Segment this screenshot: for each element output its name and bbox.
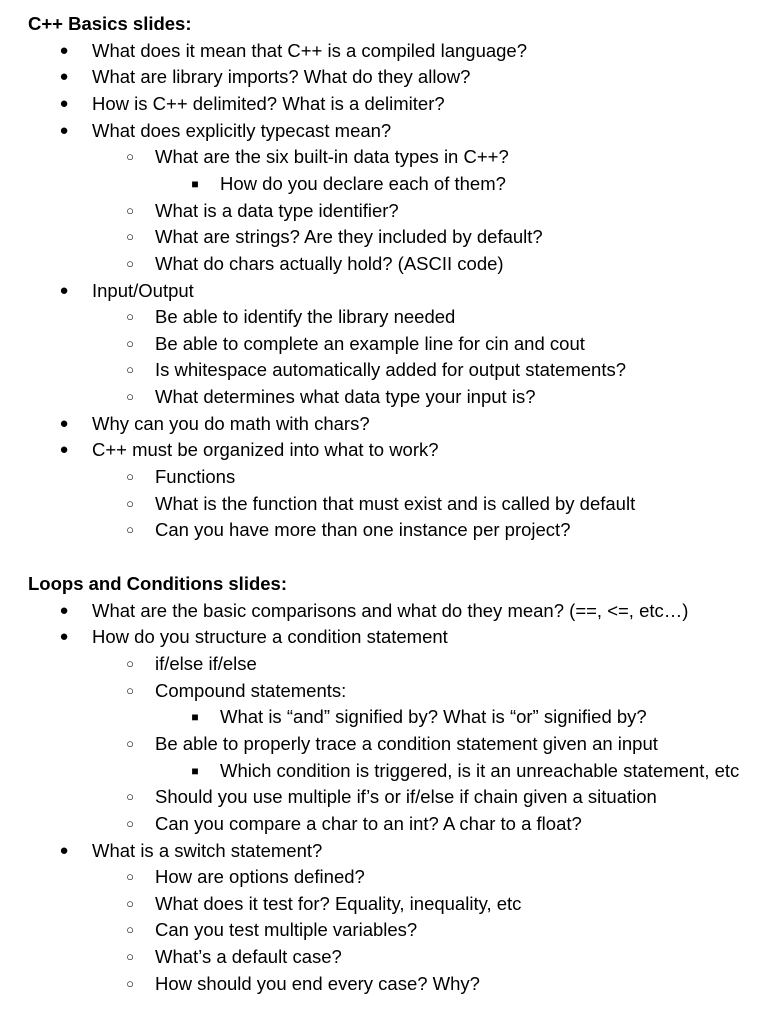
list-item-text: Can you compare a char to an int? A char to a float? xyxy=(155,812,582,834)
bullet-level2-icon: ○ xyxy=(126,202,134,218)
list-item-text: Be able to identify the library needed xyxy=(155,306,456,328)
list-item-text: What is “and” signified by? What is “or” signified by? xyxy=(220,706,647,728)
list-item-text: How do you declare each of them? xyxy=(220,172,506,194)
list-item-text: What is a data type identifier? xyxy=(155,199,399,221)
bullet-level3-icon: ■ xyxy=(191,763,199,778)
bullet-level2-icon: ○ xyxy=(126,389,134,405)
list-item-text: Functions xyxy=(155,466,236,488)
bullet-level2-icon: ○ xyxy=(126,495,134,511)
list-item-text: What determines what data type your input is? xyxy=(155,386,536,408)
list-item-text: Compound statements: xyxy=(155,679,347,701)
bullet-level2-icon: ○ xyxy=(126,815,134,831)
list-item-text: Be able to properly trace a condition statement given an input xyxy=(155,732,658,754)
bullet-level2-icon: ○ xyxy=(126,735,134,751)
bullet-level2-icon: ○ xyxy=(126,335,134,351)
bullet-level2-icon: ○ xyxy=(126,975,134,991)
list-item-text: How do you structure a condition statement xyxy=(92,626,448,648)
bullet-level2-icon: ○ xyxy=(126,869,134,885)
bullet-level2-icon: ○ xyxy=(126,682,134,698)
list-item-text: if/else if/else xyxy=(155,652,257,674)
list-item-text: What are the six built-in data types in C++? xyxy=(155,146,509,168)
list-item-text: Is whitespace automatically added for output statements? xyxy=(155,359,626,381)
section-heading: C++ Basics slides: xyxy=(28,13,192,34)
list-item-text: What do chars actually hold? (ASCII code) xyxy=(155,252,504,274)
list-item-text: C++ must be organized into what to work? xyxy=(92,439,439,461)
bullet-level2-icon: ○ xyxy=(126,922,134,938)
bullet-level3-icon: ■ xyxy=(191,176,199,191)
bullet-level1-icon: ● xyxy=(59,94,69,112)
list-item-text: Input/Output xyxy=(92,279,194,301)
section-heading: Loops and Conditions slides: xyxy=(28,573,287,594)
bullet-level2-icon: ○ xyxy=(126,789,134,805)
bullet-level1-icon: ● xyxy=(59,121,69,139)
list-item-text: How is C++ delimited? What is a delimiter? xyxy=(92,92,445,114)
list-item-text: Can you have more than one instance per project? xyxy=(155,519,571,541)
list-item-text: Should you use multiple if’s or if/else if chain given a situation xyxy=(155,786,657,808)
bullet-level1-icon: ● xyxy=(59,68,69,86)
bullet-level1-icon: ● xyxy=(59,414,69,432)
bullet-level1-icon: ● xyxy=(59,41,69,59)
bullet-level1-icon: ● xyxy=(59,441,69,459)
list-item-text: How should you end every case? Why? xyxy=(155,972,480,994)
list-item-text: What’s a default case? xyxy=(155,946,342,968)
bullet-level1-icon: ● xyxy=(59,281,69,299)
bullet-level1-icon: ● xyxy=(59,628,69,646)
bullet-level2-icon: ○ xyxy=(126,949,134,965)
bullet-level2-icon: ○ xyxy=(126,255,134,271)
bullet-level2-icon: ○ xyxy=(126,469,134,485)
list-item-text: Why can you do math with chars? xyxy=(92,412,370,434)
list-item-text: What does explicitly typecast mean? xyxy=(92,119,392,141)
bullet-level1-icon: ● xyxy=(59,841,69,859)
list-item-text: What does it mean that C++ is a compiled language? xyxy=(92,39,528,61)
list-item-text: Can you test multiple variables? xyxy=(155,919,418,941)
list-item-text: How are options defined? xyxy=(155,866,365,888)
bullet-level2-icon: ○ xyxy=(126,229,134,245)
list-item-text: Be able to complete an example line for cin and cout xyxy=(155,332,585,354)
bullet-level3-icon: ■ xyxy=(191,710,199,725)
list-item-text: Which condition is triggered, is it an unreachable statement, etc xyxy=(220,759,740,781)
list-item-text: What is the function that must exist and is called by default xyxy=(155,492,636,514)
bullet-level1-icon: ● xyxy=(59,601,69,619)
bullet-level2-icon: ○ xyxy=(126,362,134,378)
list-item-text: What are the basic comparisons and what do they mean? (==, <=, etc…) xyxy=(92,599,689,621)
bullet-level2-icon: ○ xyxy=(126,522,134,538)
bullet-level2-icon: ○ xyxy=(126,895,134,911)
list-item-text: What are library imports? What do they allow? xyxy=(92,66,471,88)
list-item-text: What does it test for? Equality, inequality, etc xyxy=(155,892,522,914)
bullet-level2-icon: ○ xyxy=(126,309,134,325)
bullet-level2-icon: ○ xyxy=(126,149,134,165)
bullet-level2-icon: ○ xyxy=(126,655,134,671)
list-item-text: What are strings? Are they included by default? xyxy=(155,226,543,248)
list-item-text: What is a switch statement? xyxy=(92,839,323,861)
